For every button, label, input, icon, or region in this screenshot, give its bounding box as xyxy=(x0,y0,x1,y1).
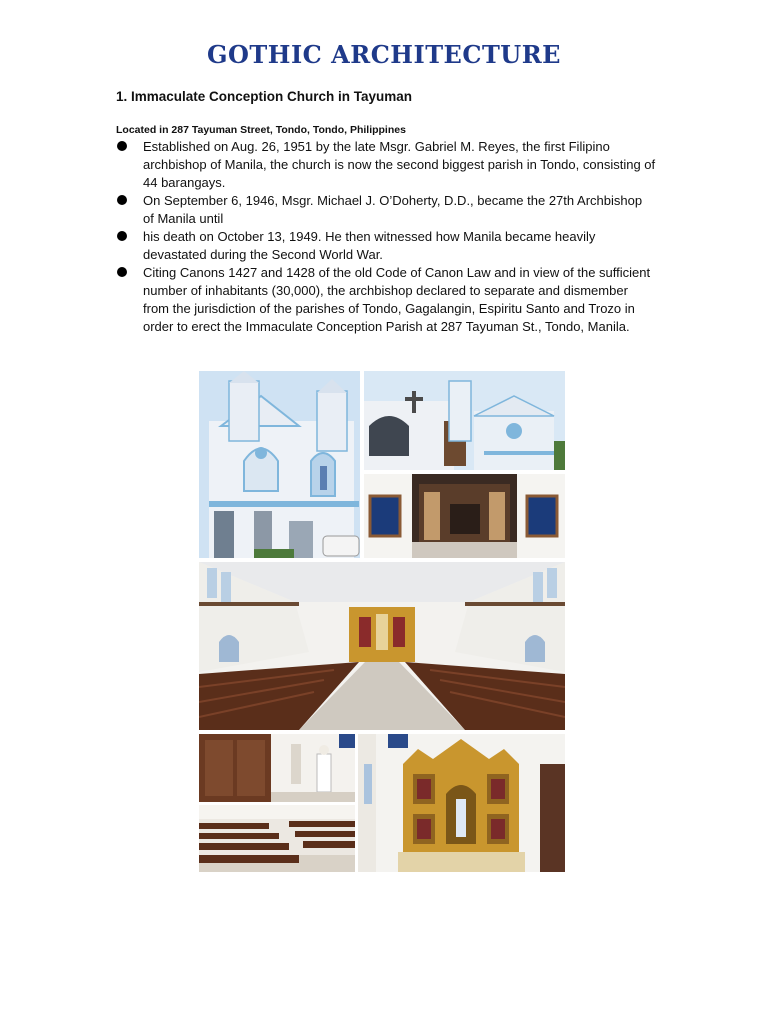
location-line: Located in 287 Tayuman Street, Tondo, Tondo, Philippines xyxy=(116,124,406,136)
bullet-item xyxy=(116,192,656,228)
bullet-icon xyxy=(117,231,127,241)
page-title: GOTHIC ARCHITECTURE xyxy=(207,40,561,69)
church-facade-front-photo xyxy=(199,371,360,558)
bullet-text: On September 6, 1946, Msgr. Michael J. O’Doherty, D.D., became the 27th Archbishop of Manila until xyxy=(143,193,643,226)
church-entrance-interior-photo xyxy=(364,474,565,558)
church-pews-photo xyxy=(199,805,355,872)
photo-collage xyxy=(199,371,565,872)
bullet-item xyxy=(116,228,656,264)
bullet-text: Citing Canons 1427 and 1428 of the old Code of Canon Law and in view of the sufficient number of inhabitants (30,000), the archbishop declared to separate and dismember from the jurisdiction of the parishes of Tondo, Gagalangin, Espiritu Santo and Trozo in order to erect the Immaculate Conception Parish at 287 Tayuman St., Tondo, Manila. xyxy=(143,265,651,334)
bullet-icon xyxy=(117,267,127,277)
church-golden-altar-photo xyxy=(358,734,565,872)
church-nave-interior-photo xyxy=(199,562,565,730)
bullet-item xyxy=(116,138,656,192)
bullet-icon xyxy=(117,195,127,205)
bullet-item xyxy=(116,264,656,336)
bullet-icon xyxy=(117,141,127,151)
section-heading: 1. Immaculate Conception Church in Tayuman xyxy=(116,89,413,104)
church-facade-side-photo xyxy=(364,371,565,470)
bullet-text: his death on October 13, 1949. He then witnessed how Manila became heavily devastated during the Second World War. xyxy=(143,229,596,262)
church-side-chapel-photo xyxy=(199,734,355,802)
bullet-text: Established on Aug. 26, 1951 by the late Msgr. Gabriel M. Reyes, the first Filipino archbishop of Manila, the church is now the second biggest parish in Tondo, consisting of 44 barangays. xyxy=(143,139,656,190)
bullet-list xyxy=(116,138,656,336)
